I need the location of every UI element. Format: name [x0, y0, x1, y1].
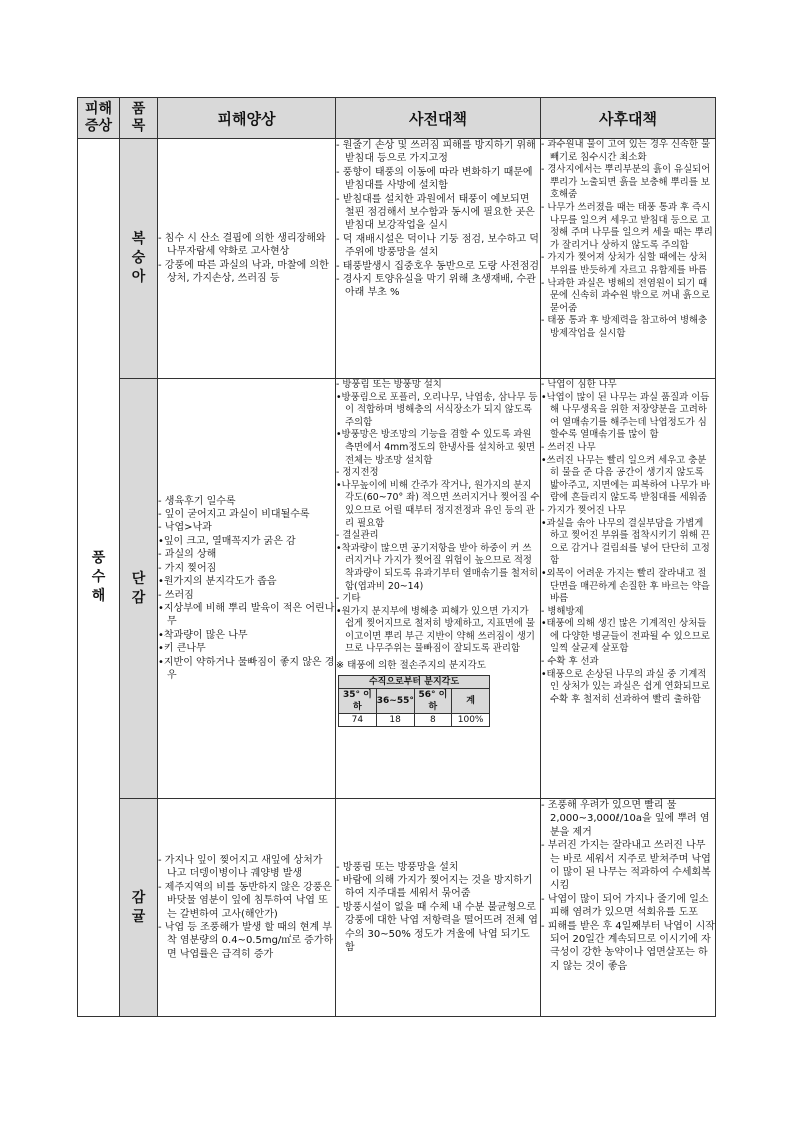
crop-citrus — [120, 799, 158, 1017]
persimmon-after — [541, 379, 716, 799]
persimmon-before-item: - 기타 — [336, 593, 361, 605]
persimmon-after-item: •낙엽이 많이 된 나무는 과실 품질과 이듬해 나무생육을 위한 저장양분을 고려하여 열매솎기를 해주는데 낙엽정도가 심할수록 열매솎기를 많이 함 — [541, 391, 710, 441]
angle-note: ※ 태풍에 의한 절손주지의 분지각도 — [336, 660, 486, 672]
persimmon-damage-item: - 쓰러짐 — [158, 589, 194, 601]
citrus-after-item: - 피해를 받은 후 4일째부터 낙엽이 시작되어 20일간 계속되므로 이시기에 자극성이 강한 농약이나 엽면살포는 하지 않는 것이 좋음 — [541, 920, 715, 972]
angle-header: 35° 이하 — [339, 688, 377, 713]
persimmon-damage-item: - 가지 찢어짐 — [158, 562, 217, 574]
persimmon-damage-item: - 생육후기 일수록 — [158, 495, 236, 507]
peach-before-item: - 덕 재배시설은 덕이나 기둥 점검, 보수하고 덕 주위에 방풍망을 설치 — [336, 233, 539, 259]
peach-damage-item: - 침수 시 산소 결핍에 의한 생리장해와 나무자람세 약화로 고사현상 — [158, 232, 326, 258]
angle-header: 56° 이하 — [414, 688, 452, 713]
angle-value: 74 — [339, 713, 377, 726]
peach-after-item: - 낙과한 과실은 병해의 전염원이 되기 때문에 신속히 과수원 밖으로 꺼내 흙으로 묻어줌 — [541, 277, 710, 314]
persimmon-damage-item: •착과량이 많은 나무 — [158, 629, 248, 641]
persimmon-damage-item: •지반이 약하거나 물빠짐이 좋지 않은 경우 — [158, 656, 335, 681]
citrus-damage-item: - 가지나 잎이 찢어지고 새잎에 상처가 나고 더뎅이병이나 궤양병 발생 — [158, 854, 323, 880]
category-text: 풍 수 해 — [91, 550, 106, 604]
angle-value: 18 — [376, 713, 414, 726]
persimmon-before-item: •방풍망은 방조망의 기능을 겸할 수 있도록 과원 측면에서 4mm정도의 한냉사를 설치하고 윗면 전체는 방조망 설치함 — [336, 429, 536, 466]
crop-citrus-text: 감 귤 — [131, 889, 146, 925]
crop-peach-text: 복 숭 아 — [131, 231, 146, 285]
angle-header: 36~55° — [376, 688, 414, 713]
angle-header: 계 — [452, 688, 490, 713]
persimmon-damage — [158, 379, 336, 799]
persimmon-damage-item: •지상부에 비해 뿌리 발육이 적은 어린나무 — [158, 602, 335, 628]
persimmon-after-item: - 수확 후 선과 — [541, 656, 599, 668]
persimmon-before-item: - 방풍림 또는 방풍망 설치 — [336, 379, 442, 390]
persimmon-after-item: •태풍으로 손상된 나무의 과실 중 기계적인 상처가 있는 과실은 쉽게 연화되므로 수확 후 철저히 선과하여 빨리 출하함 — [541, 668, 710, 705]
angle-value: 100% — [452, 713, 490, 726]
citrus-before-item: - 방풍시설이 없을 때 수체 내 수분 불균형으로 강풍에 대한 낙엽 저항력을 떨어뜨려 전체 엽수의 30~50% 정도가 겨울에 낙엽 되기도 함 — [336, 901, 538, 954]
citrus-after — [541, 799, 716, 1017]
crop-peach — [120, 139, 158, 379]
header-before: 사전대책 — [336, 98, 541, 139]
citrus-after-item: - 조풍해 우려가 있으면 빨리 물 2,000~3,000ℓ/10a을 잎에 뿌려 염분을 제거 — [541, 800, 710, 838]
peach-after-item: - 나무가 쓰러졌을 때는 태풍 통과 후 즉시 나무를 일으켜 세우고 받침대 등으로 고정해 주며 나무를 일으켜 세울 때는 뿌리가 잘리거나 상하지 않도록 주의함 — [541, 201, 713, 251]
persimmon-after-item: - 병해방제 — [541, 605, 584, 617]
peach-before-item: - 태풍발생시 집중호우 동반으로 도랑 사전점검 — [336, 260, 540, 272]
peach-damage — [158, 139, 336, 379]
persimmon-damage-item: - 낙엽>낙과 — [158, 522, 212, 534]
citrus-damage-item: - 제주지역의 비를 동반하지 않은 강풍은 바닷물 염분이 잎에 침투하여 낙엽 또는 갈변하여 고사(해안가) — [158, 881, 333, 920]
persimmon-after-item: •외목이 어려운 가지는 빨리 잘라내고 절단면을 매끈하게 손질한 후 바르는 약을 바름 — [541, 567, 710, 605]
peach-before — [336, 139, 541, 379]
persimmon-damage-item: •키 큰나무 — [158, 643, 206, 655]
angle-value: 8 — [414, 713, 452, 726]
persimmon-before-item: - 결실관리 — [336, 530, 379, 542]
persimmon-before-item: •나무높이에 비해 간주가 작거나, 원가지의 분지각도(60~70° 좌) 적으면 쓰러지거나 찢어질 수 있으므로 어릴 때부터 정지전정과 유인 등의 관리 필요함 — [336, 479, 540, 529]
persimmon-damage-item: •원가지의 분지각도가 좁음 — [158, 576, 277, 588]
peach-after-item: - 경사지에서는 뿌리부분의 흙이 유실되어 뿌리가 노출되면 흙을 보충해 뿌리를 보호해줌 — [541, 164, 711, 201]
persimmon-after-item: - 가지가 찢어진 나무 — [541, 504, 626, 516]
category-wind-flood — [78, 139, 120, 1017]
damage-countermeasure-table — [77, 97, 716, 1017]
header-symptom — [78, 98, 120, 139]
crop-persimmon-text: 단 감 — [131, 570, 146, 606]
persimmon-before — [336, 379, 541, 799]
header-crop-text: 품 목 — [131, 101, 146, 134]
persimmon-before-item: •방풍림으로 포플러, 오리나무, 낙엽송, 삼나무 등이 적합하며 병해충의 서식장소가 되지 않도록 주의함 — [336, 391, 538, 428]
peach-before-item: - 받침대를 설치한 과원에서 태풍이 예보되면 철핀 점검해서 보수함과 동시에 필요한 곳은 받침대 보강작업을 실시 — [336, 193, 535, 232]
peach-before-item: - 원줄기 손상 및 쓰러짐 피해를 방지하기 위해 받침대 등으로 가지고정 — [336, 140, 536, 165]
persimmon-damage-item: - 잎이 굳어지고 과실이 비대될수록 — [158, 509, 310, 521]
citrus-before — [336, 799, 541, 1017]
persimmon-before-item: - 정지전정 — [336, 467, 379, 479]
header-after: 사후대책 — [541, 98, 716, 139]
peach-after-item: - 태풍 통과 후 방제력을 참고하여 병해충 방제작업을 실시함 — [541, 315, 708, 339]
citrus-before-item: - 바람에 의해 가지가 찢어지는 것을 방지하기 하여 지주대를 세워서 묶어줌 — [336, 874, 533, 900]
persimmon-after-item: - 쓰러진 나무 — [541, 441, 596, 453]
persimmon-damage-item: - 과실의 상해 — [158, 549, 217, 561]
citrus-damage-item: - 낙엽 등 조풍해가 발생 할 때의 현계 부착 염분량의 0.4~0.5mg/㎡로 증가하면 낙엽률은 급격히 증가 — [158, 921, 334, 960]
peach-after — [541, 139, 716, 379]
header-symptom-text: 피해 증상 — [84, 101, 113, 134]
peach-damage-item: - 강풍에 따른 과실의 낙과, 마찰에 의한 상처, 가지손상, 쓰러짐 등 — [158, 259, 329, 284]
persimmon-after-item: •태풍에 의해 생긴 많은 기계적인 상처들에 다양한 병균들이 전파될 수 있으므로 일찍 살균제 살포함 — [541, 618, 710, 655]
citrus-after-item: - 부러진 가지는 잘라내고 쓰러진 나무는 바로 세워서 지주로 받쳐주며 낙엽이 많이 된 나무는 적과하여 수세회복 시킴 — [541, 840, 711, 892]
header-crop — [120, 98, 158, 139]
persimmon-after-item: •쓰러진 나무는 빨리 일으켜 세우고 충분히 물을 준 다음 공간이 생기지 않도록 밟아주고, 지면에는 피복하여 나무가 바람에 흔들리지 않도록 받침대를 세워줌 — [541, 454, 710, 504]
persimmon-after-item: •과실을 솎아 나무의 결실부담을 가볍게 하고 찢어진 부위를 접착시키기 위해 끈으로 감거나 걸림쇠를 넣어 단단히 고정함 — [541, 517, 710, 567]
peach-after-item: - 가지가 찢어져 상처가 심할 때에는 상처부위를 반듯하게 자르고 유합제를 바름 — [541, 252, 708, 276]
crop-sweet-persimmon — [120, 379, 158, 799]
peach-before-item: - 풍향이 태풍의 이동에 따라 변화하기 때문에 받침대를 사방에 설치함 — [336, 166, 533, 192]
branch-angle-table — [338, 675, 490, 727]
citrus-before-item: - 방풍림 또는 방풍망을 설치 — [336, 861, 459, 873]
persimmon-before-item: •착과량이 많으면 공기저항을 받아 하중이 커 쓰러지거나 가지가 찢어질 위험이 높으므로 적정 착과량이 되도록 유과기부터 열매솎기를 철저히 함(엽과비 20~14) — [336, 542, 539, 592]
persimmon-after-item: - 낙엽이 심한 나무 — [541, 379, 617, 390]
header-damage: 피해양상 — [158, 98, 336, 139]
peach-after-item: - 과수원내 물이 고여 있는 경우 신속한 물빼기로 침수시간 최소화 — [541, 139, 711, 163]
persimmon-before-item: •원가지 분지부에 병해충 피해가 있으면 가지가 쉽게 찢어지므로 철저히 방제하고, 지표면에 물이고이면 뿌리 부근 지반이 약해 쓰러짐이 생기므로 나무주위는 물빠짐이 잘되도록 관리함 — [336, 605, 535, 655]
citrus-after-item: - 낙엽이 많이 되어 가지나 줄기에 일소피해 염려가 있으면 석회유를 도포 — [541, 893, 709, 919]
persimmon-damage-item: •잎이 크고, 열매꼭지가 굵은 감 — [158, 535, 296, 547]
citrus-damage — [158, 799, 336, 1017]
peach-before-item: - 경사지 토양유실을 막기 위해 초생재배, 수관아래 부초 % — [336, 274, 536, 299]
angle-table-title: 수직으로부터 분지각도 — [339, 675, 490, 688]
